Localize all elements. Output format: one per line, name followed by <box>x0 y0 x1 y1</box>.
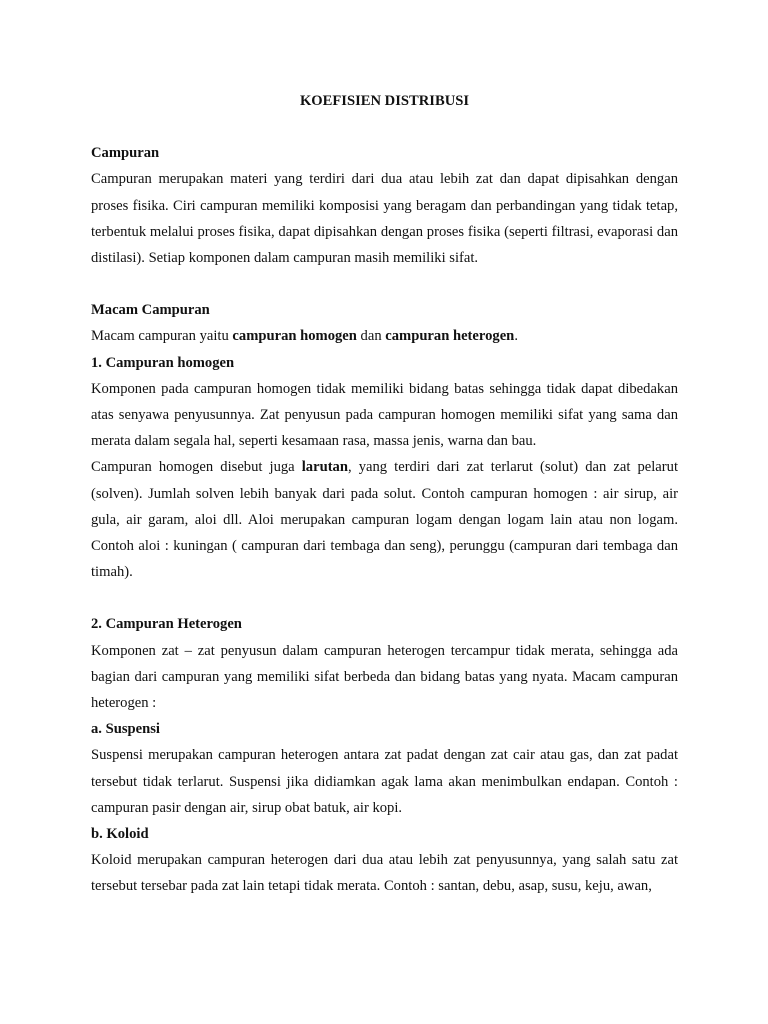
paragraph-homogen-2 <box>91 454 678 585</box>
homogen-2-suffix: , yang terdiri dari zat terlarut (solut) dan zat pelarut (solven). Jumlah solven lebih banyak dari pada solut. Contoh campuran homogen : air sirup, air gula, air garam, aloi dll. Aloi merupakan campuran logam dengan logam lain atau non logam. Contoh aloi : kuningan ( campuran dari tembaga dan seng), perunggu (campuran dari tembaga dan timah). <box>91 459 678 581</box>
intro-suffix: . <box>514 328 518 345</box>
intro-bold-heterogen: campuran heterogen <box>385 328 515 345</box>
paragraph-gap <box>91 271 678 297</box>
intro-mid: dan <box>356 328 386 345</box>
paragraph-homogen-1: Komponen pada campuran homogen tidak memiliki bidang batas sehingga tidak dapat dibedakan atas senyawa penyusunnya. Zat penyusun pada campuran homogen memiliki sifat yang sama dan merata dalam segala hal, seperti kesamaan rasa, massa jenis, warna dan bau. <box>91 380 678 450</box>
intro-bold-homogen: campuran homogen <box>232 328 357 345</box>
section-heading-heterogen: 2. Campuran Heterogen <box>91 616 242 633</box>
document-title: KOEFISIEN DISTRIBUSI <box>299 93 470 109</box>
paragraph-heterogen: Komponen zat – zat penyusun dalam campuran heterogen tercampur tidak merata, sehingga ada bagian dari campuran yang memiliki sifat berbeda dan bidang batas yang nyata. Macam campuran heterogen : <box>91 642 678 712</box>
paragraph-suspensi: Suspensi merupakan campuran heterogen antara zat padat dengan zat cair atau gas, dan zat padat tersebut tidak terlarut. Suspensi jika didiamkan agak lama akan menimbulkan endapan. Contoh : campuran pasir dengan air, sirup obat batuk, air kopi. <box>91 747 678 816</box>
section-heading-homogen: 1. Campuran homogen <box>91 354 235 371</box>
homogen-2-bold-larutan: larutan <box>301 459 348 476</box>
section-heading-macam-campuran: Macam Campuran <box>91 302 210 319</box>
paragraph-macam-intro <box>91 323 678 349</box>
section-heading-campuran: Campuran <box>91 145 160 162</box>
paragraph-koloid: Koloid merupakan campuran heterogen dari dua atau lebih zat penyusunnya, yang salah satu zat tersebut tersebar pada zat lain tetapi tidak merata. Contoh : santan, debu, asap, susu, keju, awan, <box>91 852 678 895</box>
paragraph-gap <box>91 585 678 611</box>
document-content <box>91 88 678 900</box>
paragraph-campuran: Campuran merupakan materi yang terdiri dari dua atau lebih zat dan dapat dipisahkan dengan proses fisika. Ciri campuran memiliki komposisi yang beragam dan perbandingan yang tidak tetap, terbentuk melalui proses fisika, dapat dipisahkan dengan proses fisika (seperti filtrasi, evaporasi dan distilasi). Setiap komponen dalam campuran masih memiliki sifat. <box>91 171 678 267</box>
section-heading-suspensi: a. Suspensi <box>91 721 160 738</box>
intro-prefix: Macam campuran yaitu <box>91 328 233 345</box>
section-heading-koloid: b. Koloid <box>91 826 149 843</box>
homogen-2-prefix: Campuran homogen disebut juga <box>91 459 302 476</box>
